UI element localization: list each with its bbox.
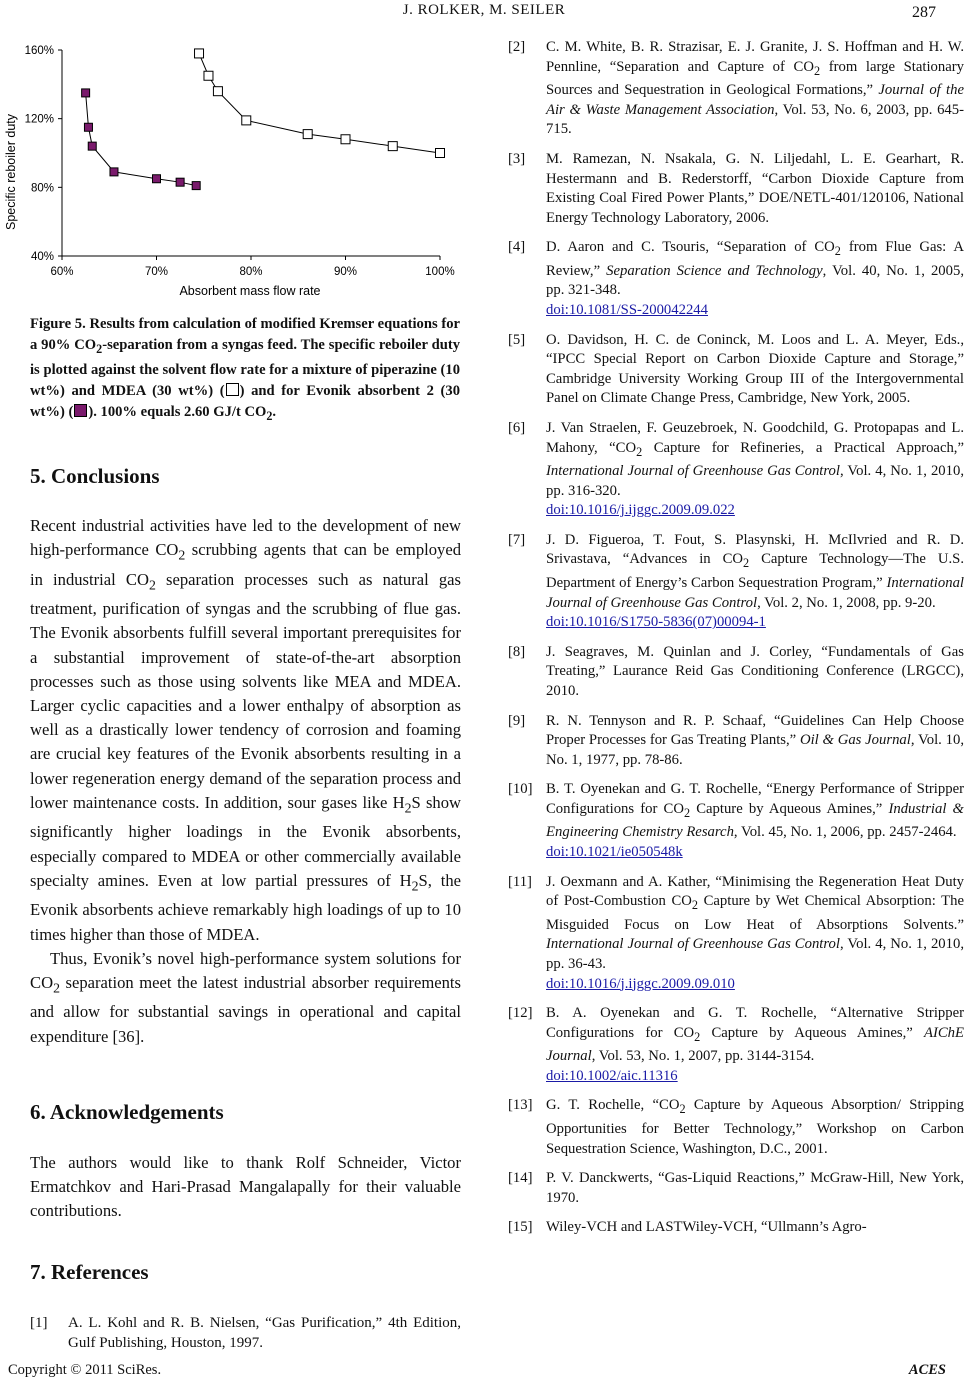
text-run: Capture by Aqueous Amines,” [690,800,889,817]
data-point [82,89,90,97]
text-run: B. A. Oyenekan and G. T. Rochelle, “Alternative Stripper Configurations for CO [546,1005,964,1041]
figure-caption [30,314,460,427]
text-run: from Flue Gas: A Review,” [546,239,964,279]
reference-text [546,874,964,972]
text-run: Wiley-VCH and LASTWiley-VCH, “Ullmann’s Agro- [546,1219,867,1236]
conclusions-paragraph-1 [30,514,461,947]
reference-number: [5] [508,331,526,348]
reference-text [546,781,964,840]
doi-link[interactable]: doi:10.1021/ie050548k [546,844,683,861]
reference-item [508,643,964,702]
text-run: Thus, Evonik’s novel high-performance system solutions for CO [30,948,461,992]
subscript: 2 [178,547,186,563]
subscript: 2 [679,1102,686,1117]
figure-5-chart [0,36,470,306]
text-run: Capture by Wet Chemical Absorption: The Misguided Focus on Low Heat of Absorptions Solvents.” [546,893,964,933]
reference-item [508,238,964,320]
reference-number: [6] [508,419,526,436]
doi-link[interactable]: doi:10.1016/j.ijggc.2009.09.022 [546,502,735,519]
data-point [204,71,213,80]
text-run: Recent industrial activities have led to the development of new high-performance CO [30,516,461,560]
acknowledgements-body [30,1151,461,1224]
reference-text [546,420,964,499]
doi-link[interactable]: doi:10.1081/SS-200042244 [546,302,708,318]
reference-number: [4] [508,239,526,256]
data-point [153,175,161,183]
reference-item [508,1004,964,1086]
caption-subscript: 2 [266,408,273,423]
data-point [110,168,118,176]
journal-footer: ACES [908,1362,946,1378]
subscript: 2 [683,805,691,820]
text-run: J. Van Straelen, F. Geuzebroek, N. Goodchild, G. Protopapas and L. Mahony, “CO [546,419,964,456]
reference-number: [2] [508,39,526,55]
caption-subscript: 2 [96,341,103,356]
running-header: J. ROLKER, M. SEILER [402,2,566,18]
acknowledgements-heading: 6. Acknowledgements [30,1100,224,1124]
subscript: 2 [411,878,419,894]
subscript: 2 [694,1029,701,1044]
reference-item [508,419,964,521]
reference-number: [14] [508,1170,533,1187]
text-run: S, the Evonik absorbents achieve remarkably high loadings of up to 10 times higher than those of MDEA. [30,870,461,944]
text-run: O. Davidson, H. C. de Coninck, M. Loos and L. A. Meyer, Eds., “IPCC Special Report on Carbon Dioxide Capture and Storage,” Cambridge University Working Group III of the Intergovernmental Panel on Climate Change Press, Cambridge, New York, 2005. [546,331,964,407]
reference-text [546,1097,964,1156]
data-point [341,135,350,144]
reference-text [546,532,964,611]
reference-number: [10] [508,781,533,798]
text-run: separation meet the latest industrial absorber requirements and allow for substantial savings in operational and capital expenditure [36]. [30,972,461,1046]
copyright-footer: Copyright © 2011 SciRes. [8,1362,162,1378]
subscript: 2 [834,244,841,259]
reference-list [508,38,964,1248]
subscript: 2 [148,577,156,593]
doi-link[interactable]: doi:10.1016/S1750-5836(07)00094-1 [546,614,766,631]
reference-text [546,39,964,137]
data-point [192,182,200,190]
page-number: 287 [912,4,936,21]
subscript: 2 [53,980,60,996]
journal-title: Industrial & Engineering Chemistry Resarch [546,800,964,841]
reference-text [546,1170,964,1206]
conclusions-paragraph-2 [30,947,461,1049]
text-run: separation processes such as natural gas treatment, purification of syngas and the scrubbing of flue gas. The Evonik absorbents fulfill several important prerequisites for a substantial improvement of state-of-the-art absorption processes such as those using solvents like MEA and MDEA. Larger cyclic capacities and a lower enthalpy of absorption as well as a drastically lower tendency of corrosion and foaming are crucial key features of the Evonik absorbents resulting in a lower regeneration energy demand of the separation process and lower maintenance costs. In addition, sour gases like H [30,569,461,812]
data-point [195,49,204,58]
subscript: 2 [813,63,821,78]
open-square-marker-icon [226,383,239,396]
y-tick-label: 160% [24,45,54,57]
x-tick-label: 70% [144,266,169,278]
subscript: 2 [743,556,750,571]
journal-title: International Journal of Greenhouse Gas Control [546,575,964,611]
y-tick-label: 120% [24,113,54,126]
reference-number: [11] [508,873,532,890]
text-run: from large Stationary Sources and Sequestration in Geological Formations,” [546,58,964,99]
reference-text [546,644,964,699]
reference-item [508,1096,964,1159]
reference-text [546,1219,867,1235]
subscript: 2 [691,898,698,913]
caption-text: . [272,403,277,420]
reference-text [546,239,964,298]
journal-title: International Journal of Greenhouse Gas Control [546,463,840,480]
x-tick-label: 90% [333,266,358,278]
reference-item [508,150,964,228]
data-point [242,116,251,125]
text-run: , Vol. 45, No. 1, 2006, pp. 2457-2464. [733,824,957,841]
x-tick-label: 60% [50,266,74,278]
text-run: Capture Technology—The U.S. Department of Energy’s Carbon Sequestration Program,” [546,551,964,591]
reference-text [546,332,964,407]
text-run: , Vol. 4, No. 1, 2010, pp. 36-43. [546,936,964,972]
data-point [88,142,96,150]
filled-square-marker-icon [74,404,87,417]
text-run: , Vol. 53, No. 6, 2003, pp. 645-715. [546,101,964,138]
text-run: Capture by Aqueous Absorption/ Stripping Opportunities for Better Technology,” Workshop on Carbon Sequestration Science, Washington, D.C., 2001. [546,1097,964,1157]
text-run: S show significantly higher loadings in the Evonik absorbents, especially compared to MDEA or other commercially available specialty amines. Even at low partial pressures of H [30,792,461,890]
chart-svg [0,36,470,306]
text-run: , Vol. 10, No. 1, 1977, pp. 78-86. [546,732,964,768]
text-run: Capture for Refineries, a Practical Approach,” [642,439,965,456]
reference-item [508,1218,964,1238]
reference-text [546,1005,964,1064]
reference-number: [3] [508,150,526,167]
text-run: D. Aaron and C. Tsouris, “Separation of CO [546,239,835,256]
text-run: R. N. Tennyson and R. P. Schaaf, “Guidelines Can Help Choose Proper Processes for Gas Treating Plants,” [546,712,964,749]
journal-title: International Journal of Greenhouse Gas Control [546,936,840,953]
reference-item [508,1169,964,1208]
reference-item [508,331,964,409]
reference-number: [1] [30,1315,48,1331]
journal-title: Journal of the Air & Waste Management Association [546,82,964,118]
x-tick-label: 100% [425,266,455,278]
journal-title: Oil & Gas Journal [799,732,911,749]
data-point [213,87,222,96]
reference-number: [15] [508,1219,533,1236]
text-run: , Vol. 4, No. 1, 2010, pp. 316-320. [546,463,964,499]
journal-title: Separation Science and Technology [606,262,823,279]
data-point [436,149,445,158]
reference-number: [9] [508,712,526,729]
doi-link[interactable]: doi:10.1016/j.ijggc.2009.09.010 [546,975,735,992]
caption-text: Results from calculation of modified Kremser equations for a 90% CO [30,316,460,353]
text-run: scrubbing agents that can be employed in industrial CO [30,540,462,589]
y-tick-label: 80% [30,182,54,195]
text-run: J. D. Figueroa, T. Fout, S. Plasynski, H. McIlvried and R. D. Srivastava, “Advances in CO [546,531,964,568]
text-run: J. Seagraves, M. Quinlan and J. Corley, “Fundamentals of Gas Treating,” Laurance Reid Gas Conditioning Conference (LRGCC), 2010. [546,643,964,699]
y-tick-label: 40% [30,251,54,263]
x-tick-label: 80% [239,266,263,278]
reference-item [30,1313,461,1353]
reference-number: [7] [508,531,526,548]
data-point [388,142,397,151]
text-run: J. Oexmann and A. Kather, “Minimising the Regeneration Heat Duty of Post-Combustion CO [546,873,964,910]
text-run: P. V. Danckwerts, “Gas-Liquid Reactions,” McGraw-Hill, New York, 1970. [546,1170,964,1206]
x-axis-label: Absorbent mass flow rate [179,284,321,298]
text-run: Capture by Aqueous Amines,” [700,1024,924,1041]
series-line [199,53,440,153]
reference-item [508,531,964,633]
reference-item [508,873,964,995]
text-run: , Vol. 53, No. 1, 2007, pp. 3144-3154. [591,1048,815,1065]
reference-item [508,38,964,140]
conclusions-body [30,514,461,1049]
reference-text [546,713,964,768]
subscript: 2 [404,800,412,816]
reference-number: [12] [508,1005,533,1022]
text-run: G. T. Rochelle, “CO [546,1097,680,1114]
caption-text: ) and for Evonik absorbent 2 (30 wt%) ( [30,382,460,420]
data-point [303,130,312,139]
journal-title: AIChE Journal [546,1024,964,1065]
text-run: B. T. Oyenekan and G. T. Rochelle, “Energy Performance of Stripper Configurations for CO [546,781,964,817]
text-run: , Vol. 2, No. 1, 2008, pp. 9-20. [757,594,936,611]
text-run: C. M. White, B. R. Strazisar, E. J. Granite, J. S. Hoffman and H. W. Pennline, “Separation and Capture of CO [546,39,964,75]
data-point [84,123,92,131]
text-run: M. Ramezan, N. Nsakala, G. N. Liljedahl, L. E. Gearhart, R. Hestermann and B. Rederstorff, “Carbon Dioxide Capture from Existing Coal Fired Power Plants,” DOE/NETL-401/120106, National Energy Technology Laboratory, 2006. [546,150,964,226]
reference-number: [13] [508,1097,533,1114]
data-point [176,178,184,186]
doi-link[interactable]: doi:10.1002/aic.11316 [546,1067,678,1084]
caption-label: Figure 5. [30,316,86,332]
reference-item [508,712,964,771]
caption-text: -separation from a syngas feed. The specific reboiler duty is plotted against the solvent flow rate for a mixture of piperazine (10 wt%) and MDEA (30 wt%) ( [30,337,461,399]
reference-item [508,780,964,862]
acknowledgements-text: The authors would like to thank Rolf Schneider, Victor Ermatchkov and Hari-Prasad Mangalapally for their valuable contributions. [30,1153,461,1221]
reference-text: A. L. Kohl and R. B. Nielsen, “Gas Purification,” 4th Edition, Gulf Publishing, Houston, 1997. [68,1315,461,1351]
text-run: , Vol. 40, No. 1, 2005, pp. 321-348. [546,262,964,299]
references-heading: 7. References [30,1260,149,1284]
subscript: 2 [636,444,643,459]
reference-number: [8] [508,643,526,660]
series-line [86,93,197,186]
conclusions-heading: 5. Conclusions [30,464,160,488]
y-axis-label: Specific reboiler duty [4,113,18,231]
reference-text [546,151,964,226]
caption-text: ). 100% equals 2.60 GJ/t CO [88,403,267,420]
